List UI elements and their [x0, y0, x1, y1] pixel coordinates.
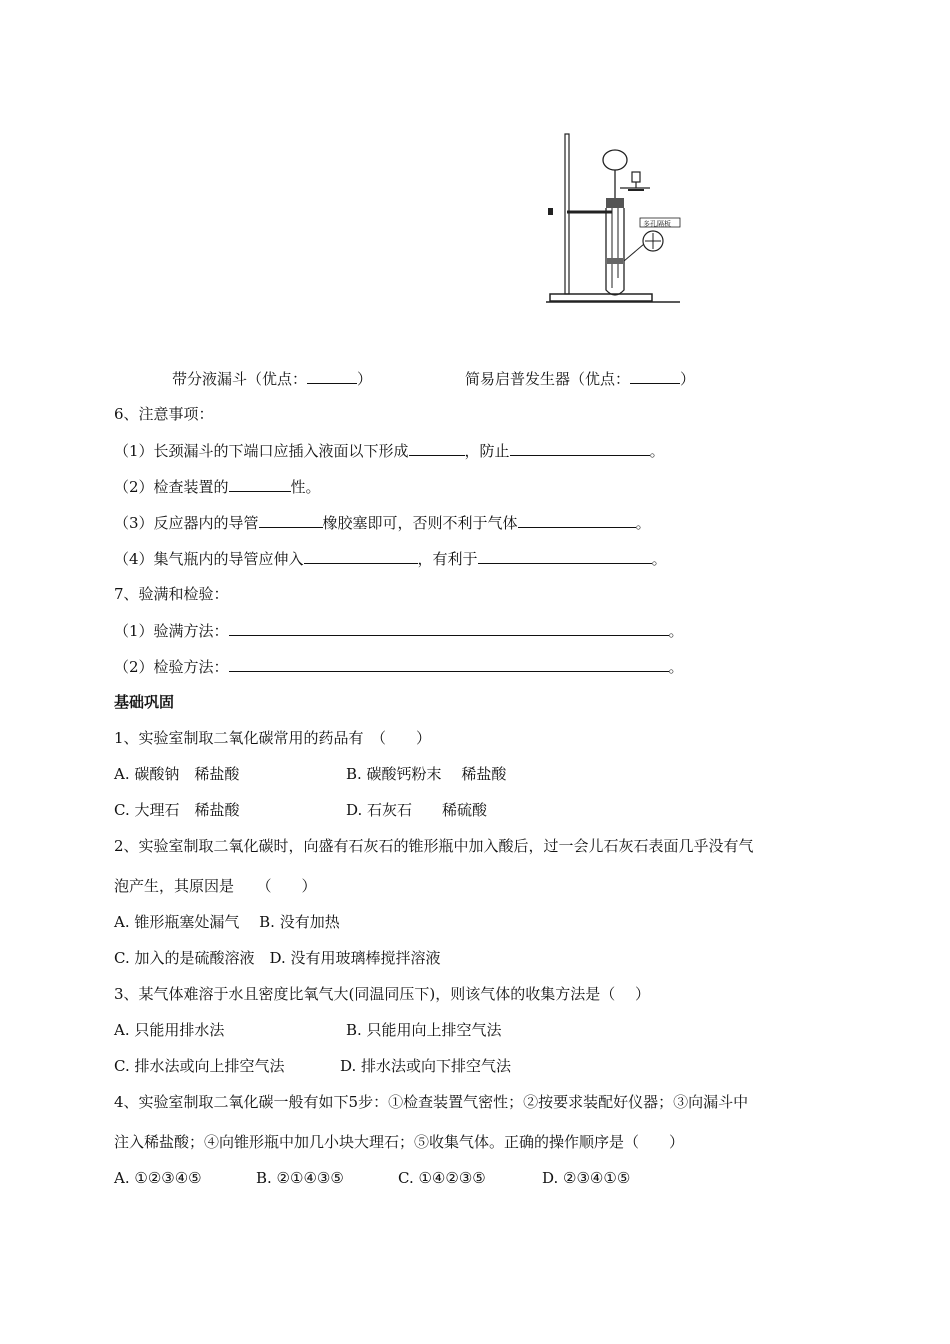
item-text: 。 [668, 658, 684, 676]
item-text: ，防止 [464, 442, 510, 460]
item-text: （1）长颈漏斗的下端口应插入液面以下形成 [114, 442, 409, 460]
q4-stem-1: 4、实验室制取二氧化碳一般有如下5步：①检查装置气密性；②按要求装配好仪器；③向漏斗中 [114, 1093, 749, 1111]
item-text: （3）反应器内的导管 [114, 514, 259, 532]
item-text: （2）检验方法： [114, 658, 229, 676]
q2-options-cd[interactable]: C. 加入的是硫酸溶液 D. 没有用玻璃棒搅拌溶液 [114, 949, 441, 967]
q2-options-ab[interactable]: A. 锥形瓶塞处漏气 B. 没有加热 [114, 913, 340, 931]
caption-right [465, 368, 695, 389]
item-text: 性。 [290, 478, 321, 496]
item-text: ，有利于 [417, 550, 478, 568]
blank-field[interactable] [409, 440, 465, 456]
q1-option-d[interactable]: D. 石灰石 稀硫酸 [346, 801, 488, 819]
blank-field[interactable] [229, 620, 669, 636]
q2-stem-2: 泡产生，其原因是 （ ） [114, 877, 317, 895]
q4-option-b[interactable]: B. ②①④③⑤ [256, 1169, 344, 1187]
item-text: （2）检查装置的 [114, 478, 229, 496]
q4-option-d[interactable]: D. ②③④①⑤ [542, 1169, 631, 1187]
caption-right-close: ） [680, 370, 696, 388]
q3-option-c[interactable]: C. 排水法或向上排空气法 [114, 1057, 285, 1075]
q1-option-b[interactable]: B. 碳酸钙粉末 稀盐酸 [346, 765, 507, 783]
item-text: 。 [668, 622, 684, 640]
q4-stem-2: 注入稀盐酸；④向锥形瓶中加几小块大理石；⑤收集气体。正确的操作顺序是（ ） [114, 1133, 685, 1151]
q4-option-c[interactable]: C. ①④②③⑤ [398, 1169, 486, 1187]
blank-field[interactable] [510, 440, 650, 456]
q3-option-b[interactable]: B. 只能用向上排空气法 [346, 1021, 502, 1039]
q1-stem: 1、实验室制取二氧化碳常用的药品有 （ ） [114, 729, 432, 747]
caption-left [172, 368, 372, 389]
blank-field[interactable] [259, 512, 323, 528]
section6-item-2 [114, 476, 321, 497]
q2-stem-1: 2、实验室制取二氧化碳时，向盛有石灰石的锥形瓶中加入酸后，过一会儿石灰石表面几乎没有气 [114, 837, 754, 855]
caption-right-text: 简易启普发生器（优点： [465, 370, 631, 388]
section7-title: 7、验满和检验： [114, 585, 229, 603]
q1-option-c[interactable]: C. 大理石 稀盐酸 [114, 801, 240, 819]
blank-field[interactable] [304, 548, 418, 564]
q1-option-a[interactable]: A. 碳酸钠 稀盐酸 [114, 765, 240, 783]
caption-left-text: 带分液漏斗（优点： [172, 370, 308, 388]
kipp-generator-figure [540, 128, 690, 308]
basics-heading: 基础巩固 [114, 693, 175, 711]
item-text: 。 [635, 514, 651, 532]
blank-field[interactable] [478, 548, 652, 564]
blank-field[interactable] [630, 368, 680, 384]
section6-item-3 [114, 512, 651, 533]
section7-item-2 [114, 656, 684, 677]
blank-field[interactable] [518, 512, 636, 528]
section6-title: 6、注意事项： [114, 405, 214, 423]
callout-label: 多孔隔板 [643, 220, 671, 228]
q3-option-a[interactable]: A. 只能用排水法 [114, 1021, 225, 1039]
item-text: 橡胶塞即可，否则不利于气体 [322, 514, 518, 532]
caption-left-close: ） [357, 370, 373, 388]
blank-field[interactable] [307, 368, 357, 384]
item-text: 。 [649, 442, 665, 460]
blank-field[interactable] [229, 656, 669, 672]
blank-field[interactable] [229, 476, 291, 492]
item-text: （1）验满方法： [114, 622, 229, 640]
q3-option-d[interactable]: D. 排水法或向下排空气法 [340, 1057, 512, 1075]
item-text: （4）集气瓶内的导管应伸入 [114, 550, 304, 568]
item-text: 。 [651, 550, 667, 568]
section6-item-4 [114, 548, 667, 569]
q3-stem: 3、某气体难溶于水且密度比氧气大(同温同压下)，则该气体的收集方法是（ ） [114, 985, 651, 1003]
section7-item-1 [114, 620, 684, 641]
section6-item-1 [114, 440, 665, 461]
q4-option-a[interactable]: A. ①②③④⑤ [114, 1169, 202, 1187]
